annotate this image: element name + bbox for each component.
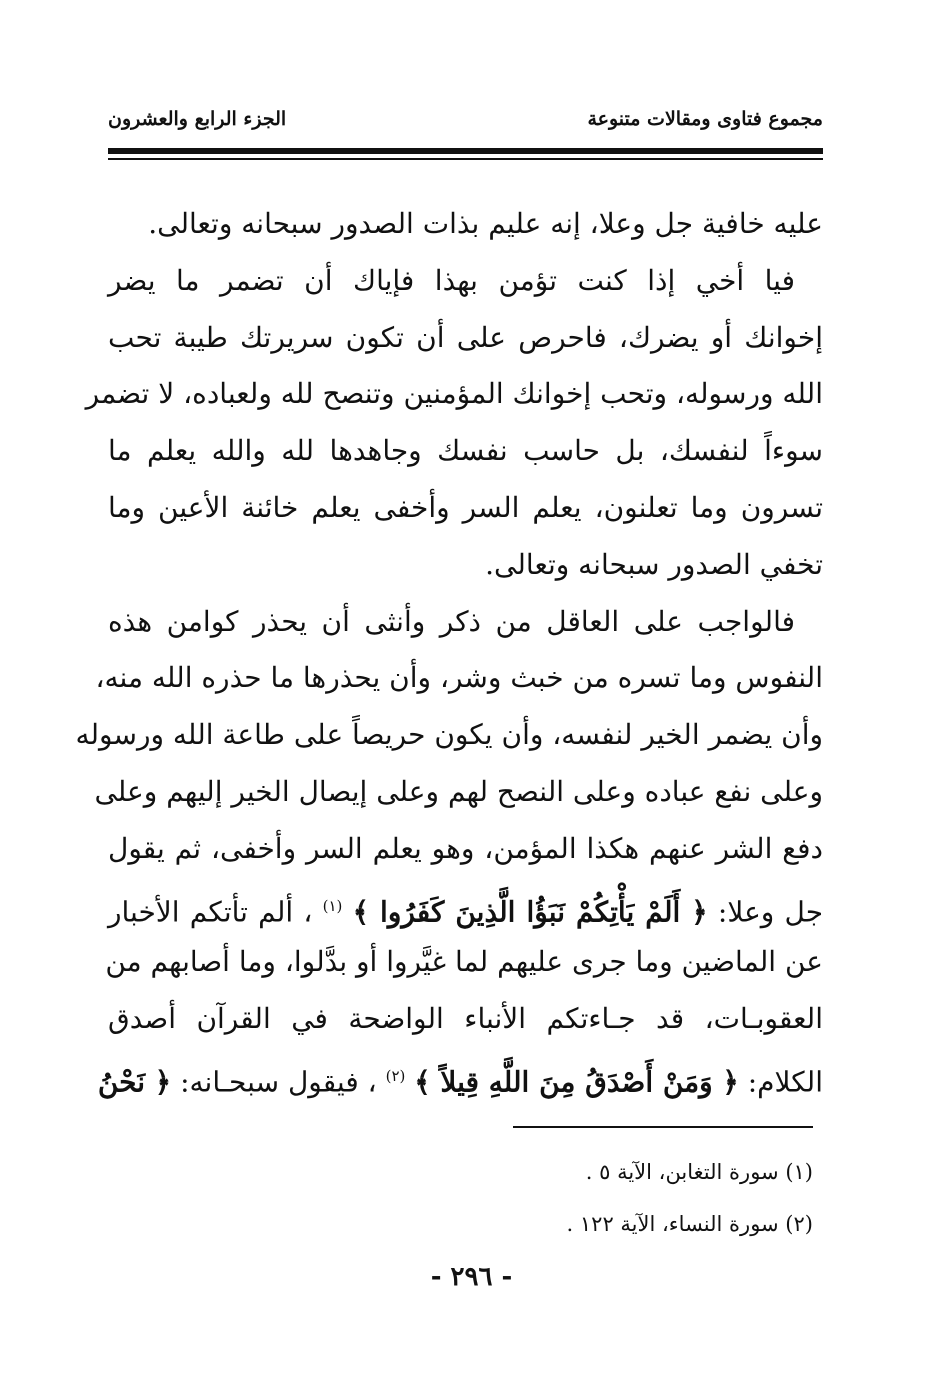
running-header (108, 104, 823, 144)
text-line: فالواجب على العاقل من ذكر وأنثى أن يحذر كوامن هذه (108, 604, 795, 638)
footnote-ref: (٢) (385, 1066, 406, 1085)
text-line: سوءاً لنفسك، بل حاسب نفسك وجاهدها لله والله يعلم ما (108, 434, 823, 468)
line-text: جل وعلا: (707, 894, 824, 928)
text-line: الله ورسوله، وتحب إخوانك المؤمنين وتنصح لله ولعباده، لا تضمر (85, 377, 823, 411)
text-line: النفوس وما تسره من خبث وشر، وأن يحذرها ما حذره الله منه، (95, 661, 823, 695)
book-title: مجموع فتاوى ومقالات متنوعة (587, 108, 823, 130)
line-text: الكلام: (738, 1065, 823, 1099)
text-line: فيا أخي إذا كنت تؤمن بهذا فإياك أن تضمر ما يضر (108, 263, 795, 297)
footnote-separator (513, 1126, 813, 1128)
footnote-ref: (١) (322, 896, 343, 915)
text-line: العقوبـات، قد جـاءتكم الأنباء الواضحة في القرآن أصدق (108, 1002, 823, 1036)
quran-verse: ﴿ نَحْنُ (97, 1065, 172, 1099)
line-text: ، ألم تأتكم الأخبار (108, 894, 323, 928)
footnote: (٢) سورة النساء، الآية ١٢٢ . (566, 1212, 813, 1236)
volume-title: الجزء الرابع والعشرون (108, 108, 287, 130)
page-number: - ٢٩٦ - (430, 1262, 513, 1292)
header-rule-thick (108, 148, 823, 154)
text-line: عن الماضين وما جرى عليهم لما غيَّروا أو بدَّلوا، وما أصابهم من (105, 945, 823, 979)
text-line: تخفي الصدور سبحانه وتعالى. (485, 547, 823, 581)
text-line-with-verse (97, 1048, 823, 1105)
quran-verse: ﴿ وَمَنْ أَصْدَقُ مِنَ اللَّهِ قِيلاً ﴾ (414, 1065, 739, 1099)
text-line: دفع الشر عنهم هكذا المؤمن، وهو يعلم السر وأخفى، ثم يقول (108, 831, 823, 865)
footnote: (١) سورة التغابن، الآية ٥ . (585, 1160, 813, 1184)
footnotes (213, 1146, 813, 1250)
header-rule-thin (108, 158, 823, 160)
line-text: ، فيقول سبحـانه: (171, 1065, 386, 1099)
body-text (75, 196, 824, 1105)
text-line: وعلى نفع عباده وعلى النصح لهم وعلى إيصال الخير إليهم وعلى (94, 774, 823, 808)
text-line-with-verse (108, 878, 823, 935)
text-line: عليه خافية جل وعلا، إنه عليم بذات الصدور سبحانه وتعالى. (148, 207, 823, 240)
text-line: إخوانك أو يضرك، فاحرص على أن تكون سريرتك طيبة تحب (108, 320, 823, 354)
quran-verse: ﴿ أَلَمْ يَأْتِكُمْ نَبَؤُا الَّذِينَ كَفَرُوا ﴾ (352, 894, 708, 928)
text-line: وأن يضمر الخير لنفسه، وأن يكون حريصاً على طاعة الله ورسوله (75, 718, 823, 752)
text-line: تسرون وما تعلنون، يعلم السر وأخفى يعلم خائنة الأعين وما (108, 490, 823, 524)
